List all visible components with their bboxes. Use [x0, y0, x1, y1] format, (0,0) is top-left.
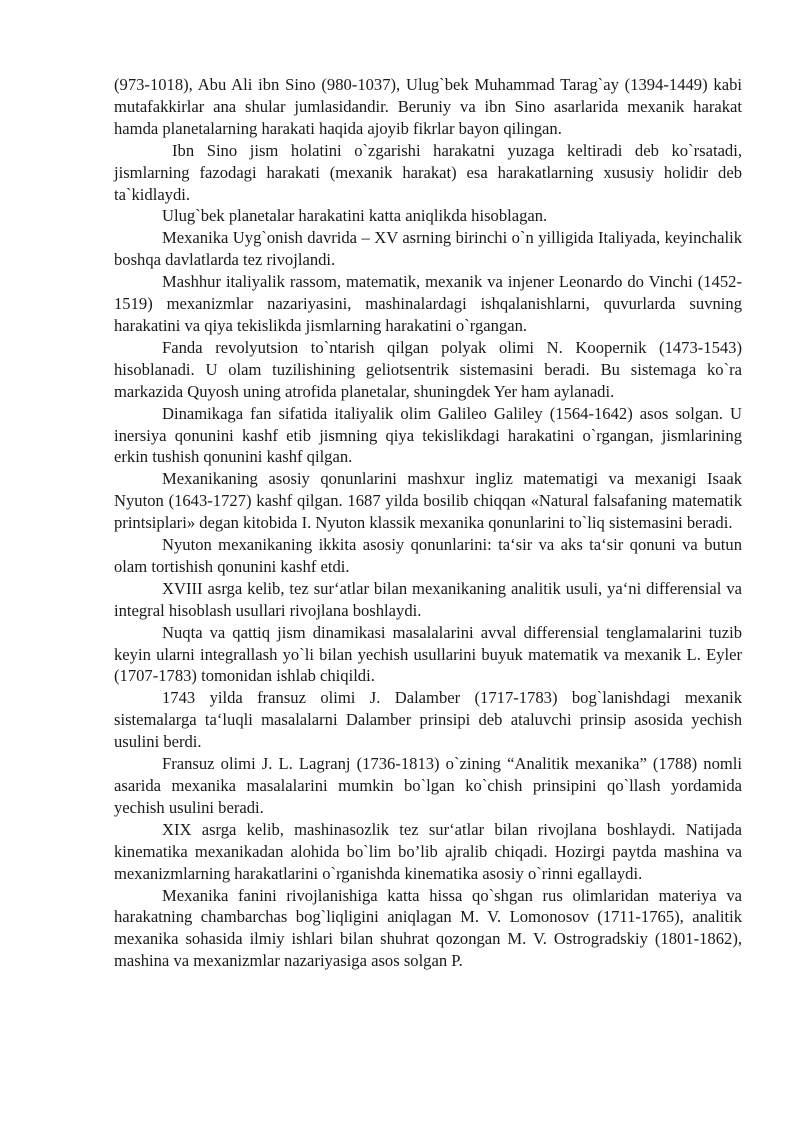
paragraph-13: Fransuz olimi J. L. Lagranj (1736-1813) o`zining “Analitik mexanika” (1788) nomli asarida mexanika masalalarini mumkin bo`lgan ko`chish prinsipini qo`llash yordamida yechish usulini beradi.	[114, 754, 742, 817]
paragraph-6: Fanda revolyutsion to`ntarish qilgan polyak olimi N. Koopernik (1473-1543) hisoblanadi. U olam tuzilishining geliotsentrik sistemasini beradi. Bu sistemaga ko`ra markazida Quyosh uning atrofida planetalar, shuningdek Yer ham aylanadi.	[114, 337, 742, 401]
paragraph-9: Nyuton mexanikaning ikkita asosiy qonunlarini: ta‘sir va aks ta‘sir qonuni va butun olam tortishish qonunini kashf etdi.	[114, 535, 742, 576]
paragraph-2: Ibn Sino jism holatini o`zgarishi harakatni yuzaga keltiradi deb ko`rsatadi, jismlarning fazodagi harakati (mexanik harakat) esa harakatlarning xususiy holidir deb ta`kidlaydi.	[114, 140, 742, 204]
paragraph-12: 1743 yilda fransuz olimi J. Dalamber (1717-1783) bog`lanishdagi mexanik sistemalarga ta‘luqli masalalarni Dalamber prinsipi deb ataluvchi prinsip asosida yechish usulini berdi.	[114, 688, 742, 752]
paragraph-3: Ulug`bek planetalar harakatini katta aniqlikda hisoblagan.	[162, 206, 548, 226]
paragraph-7: Dinamikaga fan sifatida italiyalik olim Galileo Galiley (1564-1642) asos solgan. U inersiya qonunini kashf etib jismning qiya tekislikdagi harakatini o`rgangan, jismlarining erkin tushish qonunini kashf qilgan.	[114, 403, 742, 467]
paragraph-4: Mexanika Uyg`onish davrida – XV asrning birinchi o`n yilligida Italiyada, keyinchalik boshqa davlatlarda tez rivojlandi.	[114, 228, 742, 270]
paragraph-1: (973-1018), Abu Ali ibn Sino (980-1037), Ulug`bek Muhammad Tarag`ay (1394-1449) kabi mutafakkirlar ana shular jumlasidandir. Beruniy va ibn Sino asarlarida mexanik harakat hamda planetalarning harakati haqida ajoyib fikrlar bayon qilingan.	[114, 75, 742, 138]
paragraph-5: Mashhur italiyalik rassom, matematik, mexanik va injener Leonardo do Vinchi (1452-1519) mexanizmlar nazariyasini, mashinalardagi ishqalanishlarni, quvurlarda suvning harakatini va qiya tekislikda jismlarning harakatini o`rgangan.	[114, 272, 742, 335]
paragraph-8: Mexanikaning asosiy qonunlarini mashxur ingliz matematigi va mexanigi Isaak Nyuton (1643-1727) kashf qilgan. 1687 yilda bosilib chiqqan «Natural falsafaning matematik printsiplari» degan kitobida I. Nyuton klassik mexanika qonunlarini to`liq sistemasini beradi.	[114, 469, 742, 533]
paragraph-10: XVIII asrga kelib, tez sur‘atlar bilan mexanikaning analitik usuli, ya‘ni differensial va integral hisoblash usullari rivojlana boshlaydi.	[114, 578, 742, 620]
body-text	[114, 74, 742, 972]
paragraph-14: XIX asrga kelib, mashinasozlik tez sur‘atlar bilan rivojlana boshlaydi. Natijada kinematika mexanikadan alohida bo`lim bo’lib ajralib chiqadi. Hozirgi paytda mashina va mexanizmlarning harakatlarini o`rganishda kinematika asosiy o`rinni egallaydi.	[114, 819, 742, 883]
paragraph-15: Mexanika fanini rivojlanishiga katta hissa qo`shgan rus olimlaridan materiya va harakatning chambarchas bog`liqligini aniqlagan M. V. Lomonosov (1711-1765), analitik mexanika sohasida ilmiy ishlari bilan shuhrat qozongan M. V. Ostrogradskiy (1801-1862), mashina va mexanizmlar nazariyasiga asos solgan P.	[114, 885, 742, 971]
paragraph-11: Nuqta va qattiq jism dinamikasi masalalarini avval differensial tenglamalarini tuzib keyin ularni integrallash yo`li bilan yechish usullarini buyuk matematik va mexanik L. Eyler (1707-1783) tomonidan ishlab chiqildi.	[114, 622, 742, 686]
